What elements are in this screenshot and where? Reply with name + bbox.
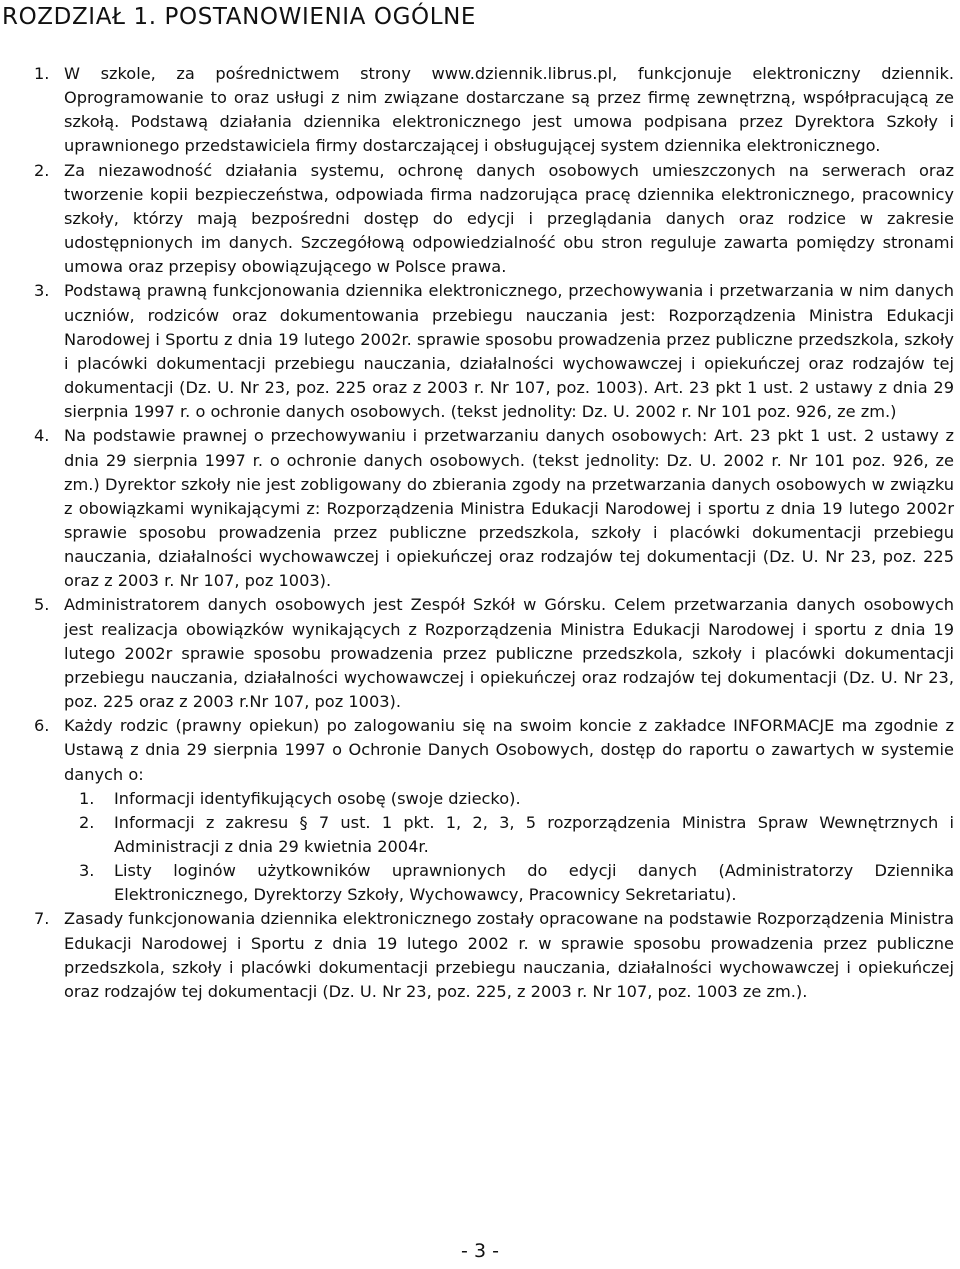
list-item <box>0 424 960 593</box>
list-item <box>0 159 960 280</box>
item-text: Podstawą prawną funkcjonowania dziennika elektronicznego, przechowywania i przetwarzania w nim danych uczniów, rodziców oraz dokumentowania przebiegu nauczania jest: Rozporządzenia Ministra Edukacji Narodowej i Sportu z dnia 19 lutego 2002r. sprawie sposobu prowadzenia przez publiczne przedszkola, szkoły i placówki dokumentacji przebiegu nauczania, działalności wychowawczej i opiekuńczej oraz rodzajów tej dokumentacji (Dz. U. Nr 23, poz. 225 oraz z 2003 r. Nr 107, poz. 1003). Art. 23 pkt 1 ust. 2 ustawy z dnia 29 sierpnia 1997 r. o ochronie danych osobowych. (tekst jednolity: Dz. U. 2002 r. Nr 101 poz. 926, ze zm.) <box>64 281 954 422</box>
item-number: 4. <box>34 426 50 446</box>
item-number: 3. <box>34 281 50 301</box>
item-number: 5. <box>34 595 50 615</box>
item-text: Na podstawie prawnej o przechowywaniu i przetwarzaniu danych osobowych: Art. 23 pkt 1 ust. 2 ustawy z dnia 29 sierpnia 1997 r. o ochronie danych osobowych. (tekst jednolity: Dz. U. 2002 r. Nr 101 poz. 926, ze zm.) Dyrektor szkoły nie jest zobligowany do zbierania zgody na przetwarzania danych osobowych w związku z obowiązkami wynikającymi z: Rozporządzenia Ministra Edukacji Narodowej i sportu z dnia 19 lutego 2002r sprawie sposobu prowadzenia przez publiczne przedszkola, szkoły i placówki dokumentacji przebiegu nauczania, działalności wychowawczej i opiekuńczej oraz rodzajów tej dokumentacji (Dz. U. Nr 23, poz. 225 oraz z 2003 r. Nr 107, poz 1003). <box>64 426 954 591</box>
item-text: Zasady funkcjonowania dziennika elektronicznego zostały opracowane na podstawie Rozporządzenia Ministra Edukacji Narodowej i Sportu z dnia 19 lutego 2002 r. w sprawie sposobu prowadzenia przez publiczne przedszkola, szkoły i placówki dokumentacji przebiegu nauczania, działalności wychowawczej i opiekuńczej oraz rodzajów tej dokumentacji (Dz. U. Nr 23, poz. 225, z 2003 r. Nr 107, poz. 1003 ze zm.). <box>64 909 954 1001</box>
list-item <box>0 907 960 1004</box>
item-text: Za niezawodność działania systemu, ochronę danych osobowych umieszczonych na serwerach oraz tworzenie kopii bezpieczeństwa, odpowiada firma nadzorująca pracę dziennika elektronicznego, pracownicy szkoły, którzy mają bezpośredni dostęp do edycji i przeglądania danych oraz rodzice w zakresie udostępnionych im danych. Szczegółową odpowiedzialność obu stron reguluje zawarta pomiędzy stronami umowa oraz przepisy obowiązującego w Polsce prawa. <box>64 160 954 277</box>
item-number: 6. <box>34 716 50 736</box>
provisions-list <box>0 62 960 1004</box>
list-item <box>0 593 960 714</box>
sub-item-text: Informacji identyfikujących osobę (swoje dziecko). <box>114 788 521 808</box>
item-text: Każdy rodzic (prawny opiekun) po zalogowaniu się na swoim koncie z zakładce INFORMACJE ma zgodnie z Ustawą z dnia 29 sierpnia 1997 o Ochronie Danych Osobowych, dostęp do raportu o zawartych w systemie danych o: <box>64 716 954 784</box>
sub-item-text: Informacji z zakresu § 7 ust. 1 pkt. 1, 2, 3, 5 rozporządzenia Ministra Spraw Wewnętrznych i Administracji z dnia 29 kwietnia 2004r. <box>114 812 954 856</box>
item-text: W szkole, za pośrednictwem strony www.dziennik.librus.pl, funkcjonuje elektroniczny dziennik. Oprogramowanie to oraz usługi z nim związane dostarczane są przez firmę zewnętrzną, współpracującą ze szkołą. Podstawą działania dziennika elektronicznego jest umowa podpisana przez Dyrektora Szkoły i uprawnionego przedstawiciela firmy dostarczającej i obsługującej system dziennika elektronicznego. <box>64 64 954 156</box>
item-text: Administratorem danych osobowych jest Zespół Szkół w Górsku. Celem przetwarzania danych osobowych jest realizacja obowiązków wynikających z Rozporządzenia Ministra Edukacji Narodowej i sportu z dnia 19 lutego 2002r sprawie sposobu prowadzenia przez publiczne przedszkola, szkoły i placówki dokumentacji przebiegu nauczania, działalności wychowawczej i opiekuńczej oraz rodzajów tej dokumentacji (Dz. U. Nr 23, poz. 225 oraz z 2003 r.Nr 107, poz 1003). <box>64 595 954 712</box>
sub-list <box>64 787 954 908</box>
chapter-heading: ROZDZIAŁ 1. POSTANOWIENIA OGÓLNE <box>2 4 477 30</box>
item-number: 2. <box>34 160 50 180</box>
page-number: - 3 - <box>461 1240 499 1262</box>
item-number: 7. <box>34 909 50 929</box>
list-item <box>0 62 960 159</box>
sub-list-item <box>64 787 954 811</box>
sub-item-text: Listy loginów użytkowników uprawnionych do edycji danych (Administratorzy Dziennika Elektronicznego, Dyrektorzy Szkoły, Wychowawcy, Pracownicy Sekretariatu). <box>114 861 954 905</box>
sub-item-number: 1. <box>79 788 95 808</box>
list-item <box>0 279 960 424</box>
item-number: 1. <box>34 64 50 83</box>
sub-item-number: 3. <box>79 861 95 881</box>
sub-item-number: 2. <box>79 812 95 832</box>
sub-list-item <box>64 859 954 907</box>
sub-list-item <box>64 811 954 859</box>
list-item <box>0 714 960 907</box>
